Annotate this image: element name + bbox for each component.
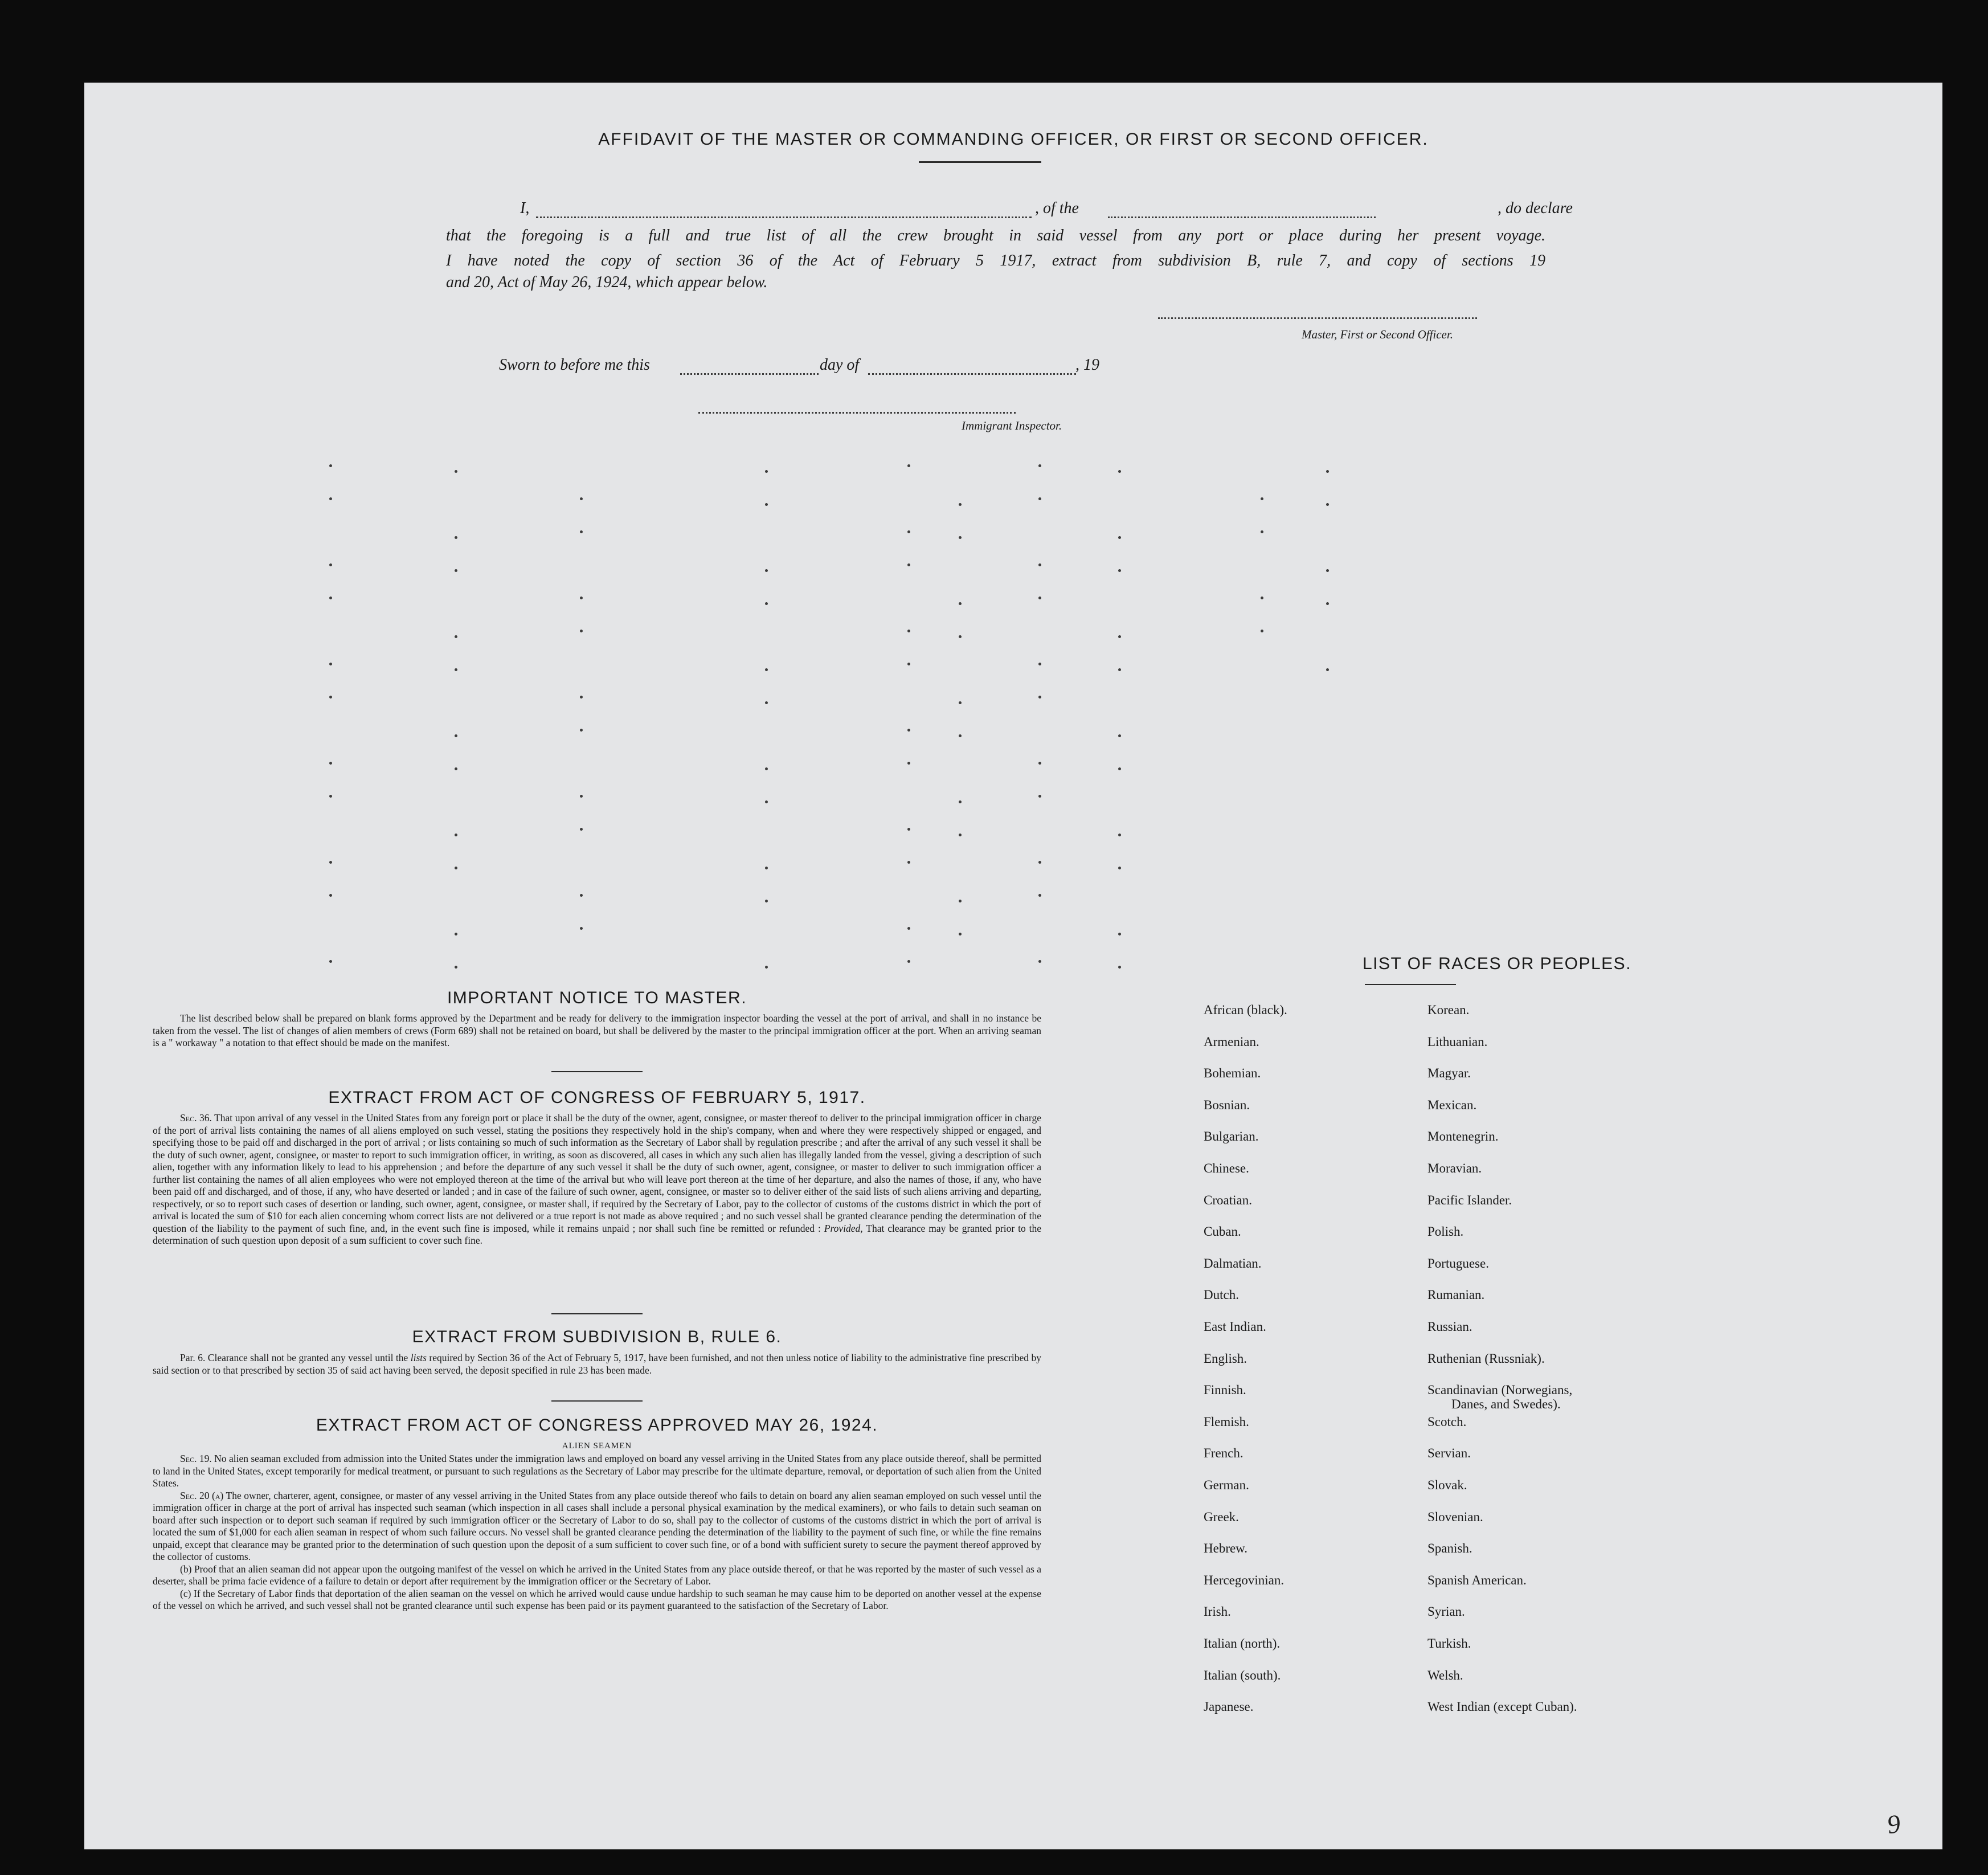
alien-seamen-subtitle: ALIEN SEAMEN xyxy=(562,1441,632,1451)
act-1924-body xyxy=(153,1453,1041,1612)
ledger-dot xyxy=(580,696,583,698)
sec-20a-text: The owner, charterer, agent, consignee, or master of any vessel arriving in the United States from any place outside thereof who fails to detain on board any alien seaman employed on such vessel until the immigration officer in charge at the port of arrival has inspected such seaman (which inspection in all cases shall include a personal physical examination by the medical examiners), or who fails to detain such seaman on board after such inspection or to deport such seaman if required by such immigration officer or the Secretary of Labor to do so, shall pay to the collector of customs of the customs district in which the port of arrival is located the sum of $1,000 for each alien seaman in respect of whom such failure occurs. No vessel shall be granted clearance pending the determination of the liability to the payment of such fine, or while the fine remains unpaid, except that clearance may be granted prior to the determination of such question upon the deposit of a sum sufficient to cover such fine, or of a bond with sufficient surety to secure the payment thereof approved by the collector of customs. xyxy=(153,1489,1042,1562)
race-item: Korean. xyxy=(1427,1003,1470,1017)
ledger-dot xyxy=(959,900,962,902)
sec-20b-label: (b) xyxy=(180,1563,192,1575)
race-item: Croatian. xyxy=(1204,1192,1252,1207)
race-item: Lithuanian. xyxy=(1427,1034,1488,1049)
ledger-dot xyxy=(959,734,962,737)
race-item: East Indian. xyxy=(1204,1320,1266,1334)
divider-rule xyxy=(551,1400,643,1402)
ledger-dot xyxy=(580,497,583,500)
ledger-dot xyxy=(1038,795,1041,798)
sec-19-label: Sec. 19. xyxy=(180,1453,212,1464)
race-item: Finnish. xyxy=(1204,1383,1246,1398)
race-item: Bosnian. xyxy=(1204,1097,1250,1112)
ledger-dot xyxy=(1326,569,1329,572)
ledger-dot xyxy=(329,696,332,698)
ledger-dot xyxy=(1326,503,1329,506)
rule-6-text-b: required by Section 36 of the Act of February 5, 1917, have been furnished, and not then unless notice of liability to the administrative fine prescribed by said section or to that prescribed by section 35 of said act having been served, the deposit specified in rule 23 has been made. xyxy=(153,1352,1041,1376)
ledger-dot xyxy=(329,497,332,500)
race-item: Turkish. xyxy=(1427,1636,1471,1651)
ledger-dot xyxy=(1038,563,1041,566)
notice-body xyxy=(153,1012,1041,1049)
ledger-dot xyxy=(455,966,457,969)
ledger-dot xyxy=(580,729,583,732)
ledger-dot xyxy=(329,795,332,798)
ledger-dot xyxy=(765,767,768,770)
ledger-dot xyxy=(1118,668,1121,671)
race-item: Hercegovinian. xyxy=(1204,1572,1285,1587)
races-title: LIST OF RACES OR PEOPLES. xyxy=(1362,954,1632,973)
rule-6-title: EXTRACT FROM SUBDIVISION B, RULE 6. xyxy=(412,1327,782,1346)
sec-36-text: That upon arrival of any vessel in the United States from any foreign port or place it shall be the duty of the owner, agent, consignee, or master thereof to deliver to the principal immigration officer in charge of the port of arrival lists containing the names of all aliens employed on such vessel, stating the positions they respectively hold in the ship's company, when and where they were respectively shipped or engaged, and specifying those to be paid off and discharged in the port of arrival ; or lists containing so much of such information as the Secretary of Labor shall by regulation prescribe ; and after the arrival of any such vessel it shall be the duty of such owner, agent, consignee, or master to report to such immigration officer, in writing, as soon as discovered, all cases in which any such alien has illegally landed from the vessel, giving a description of such alien, together with any information likely to lead to his apprehension ; and before the departure of any such vessel it shall be the duty of such owner, agent, consignee, or master to deliver to such immigration officer a further list containing the names of all alien employees who were not employed thereon at the time of the arrival but who will leave port thereon at the time of her departure, and also the names of those, if any, who have been paid off and discharged, and of those, if any, who have deserted or landed ; and in case of the failure of such owner, agent, consignee, or master so to deliver either of the said lists of such aliens arriving and departing, respectively, or so to report such cases of desertion or landing, such owner, agent, consignee, or master shall, if required by the Secretary of Labor, pay to the collector of customs of the customs district in which the port of arrival is located the sum of $10 for each alien concerning whom correct lists are not delivered or a true report is not made as above required ; and no such vessel shall be granted clearance pending the determination of the question of the liability to the payment of such fine, and, in the event such fine is imposed, while it remains unpaid ; nor shall such fine be remitted or refunded : xyxy=(153,1112,1041,1234)
race-item: Scotch. xyxy=(1427,1414,1467,1429)
ledger-dot xyxy=(1038,464,1041,467)
ledger-dot xyxy=(1038,960,1041,963)
ledger-dot xyxy=(907,630,910,632)
ledger-dot xyxy=(907,464,910,467)
race-item: Russian. xyxy=(1427,1320,1472,1334)
ledger-dot xyxy=(1261,497,1263,500)
ledger-dot xyxy=(907,729,910,732)
race-item: French. xyxy=(1204,1446,1243,1461)
ledger-dot xyxy=(455,536,457,539)
ledger-dot xyxy=(455,668,457,671)
sworn-line xyxy=(499,356,1240,379)
inspector-label: Immigrant Inspector. xyxy=(962,419,1062,432)
race-item: Spanish American. xyxy=(1427,1572,1527,1587)
race-item: Polish. xyxy=(1427,1224,1464,1239)
ledger-dot xyxy=(455,767,457,770)
ledger-dot xyxy=(907,828,910,831)
ledger-dot xyxy=(1261,630,1263,632)
ledger-dot xyxy=(580,795,583,798)
ledger-dot xyxy=(455,867,457,869)
ledger-dot xyxy=(1326,668,1329,671)
ledger-dot xyxy=(1118,966,1121,969)
race-item: Chinese. xyxy=(1204,1161,1249,1175)
ledger-dot xyxy=(959,701,962,704)
par-6-label: Par. 6. xyxy=(180,1352,206,1363)
ledger-dot xyxy=(1118,867,1121,869)
ledger-dot xyxy=(1038,597,1041,599)
proviso-text: That clearance may be granted prior to the determination of such question upon deposit of a sum sufficient to cover such fine. xyxy=(153,1222,1042,1246)
ledger-dot xyxy=(959,602,962,605)
ledger-dot xyxy=(580,927,583,930)
race-item: Magyar. xyxy=(1427,1066,1471,1081)
sec-20c-text: If the Secretary of Labor finds that deportation of the alien seaman on the vessel on which he arrived would cause undue hardship to such seaman he may cause him to be deported on another vessel at the expense of the vessel on which he arrived, and such vessel shall not be granted clearance until such expense has been paid or its payment guaranteed to the satisfaction of the Secretary of Labor. xyxy=(153,1587,1042,1611)
race-item: Bohemian. xyxy=(1204,1066,1261,1081)
ledger-dot xyxy=(1038,663,1041,665)
ledger-dot xyxy=(1326,602,1329,605)
ledger-dot xyxy=(765,800,768,803)
ledger-dot xyxy=(580,597,583,599)
ledger-dot xyxy=(959,800,962,803)
ledger-dot xyxy=(329,663,332,665)
ledger-dot xyxy=(907,530,910,533)
ledger-dot xyxy=(765,503,768,506)
race-item: Servian. xyxy=(1427,1446,1471,1461)
race-item: Portuguese. xyxy=(1427,1256,1489,1271)
ledger-dot xyxy=(907,762,910,765)
race-item: Dalmatian. xyxy=(1204,1256,1262,1271)
declaration-line-3: I have noted the copy of section 36 of the Act of February 5 1917, extract from subdivision B, rule 7, and copy of sections 19 xyxy=(446,252,1545,269)
race-item: Bulgarian. xyxy=(1204,1129,1259,1144)
sworn-day-field[interactable] xyxy=(680,373,819,375)
ledger-dot xyxy=(1118,834,1121,836)
ledger-dot xyxy=(1038,696,1041,698)
ledger-dot xyxy=(455,635,457,638)
ledger-dot xyxy=(959,635,962,638)
race-item: African (black). xyxy=(1204,1003,1287,1017)
race-item: Italian (north). xyxy=(1204,1636,1281,1651)
ledger-dot xyxy=(959,503,962,506)
ledger-dot xyxy=(765,966,768,969)
race-item: Welsh. xyxy=(1427,1668,1463,1682)
sec-19-text: No alien seaman excluded from admission into the United States under the immigration laws and employed on board any vessel arriving in the United States from any place outside thereof, shall be permitted to land in the United States, except temporarily for medical treatment, or pursuant to such regulations as the Secretary of Labor may prescribe for the ultimate departure, removal, or deportation of such alien from the United States. xyxy=(153,1453,1041,1489)
sworn-prefix: Sworn to before me this xyxy=(499,356,650,374)
ledger-dot xyxy=(455,834,457,836)
ledger-dot xyxy=(329,762,332,765)
ledger-dot xyxy=(765,668,768,671)
rule-6-text-a: Clearance shall not be granted any vessel until the xyxy=(207,1352,408,1363)
ledger-dot xyxy=(329,861,332,864)
act-1917-title: EXTRACT FROM ACT OF CONGRESS OF FEBRUARY 5, 1917. xyxy=(328,1088,866,1107)
race-item: Armenian. xyxy=(1204,1034,1259,1049)
divider-rule xyxy=(551,1313,643,1314)
sworn-month-field[interactable] xyxy=(868,373,1076,375)
ledger-dot xyxy=(907,663,910,665)
declaration-line-4: and 20, Act of May 26, 1924, which appear below. xyxy=(446,273,768,291)
declaration-line-2: that the foregoing is a full and true list of all the crew brought in said vessel from any port or place during her present voyage. xyxy=(446,227,1545,244)
ledger-dot xyxy=(580,828,583,831)
ledger-dot xyxy=(765,569,768,572)
master-signature-field[interactable] xyxy=(1158,317,1477,319)
affidavit-title: AFFIDAVIT OF THE MASTER OR COMMANDING OFFICER, OR FIRST OR SECOND OFFICER. xyxy=(598,130,1429,149)
ledger-dot xyxy=(329,597,332,599)
declarant-name-field[interactable] xyxy=(536,216,1032,218)
ledger-dot xyxy=(1118,767,1121,770)
race-item: Flemish. xyxy=(1204,1414,1249,1429)
ledger-dot xyxy=(765,867,768,869)
ledger-dot xyxy=(907,960,910,963)
inspector-signature-field[interactable] xyxy=(698,412,1016,414)
race-item: Ruthenian (Russniak). xyxy=(1427,1351,1545,1366)
ledger-dot xyxy=(329,464,332,467)
ledger-dot xyxy=(1038,497,1041,500)
ledger-dot xyxy=(580,630,583,632)
race-item: Cuban. xyxy=(1204,1224,1241,1239)
handwritten-page-number: 9 xyxy=(1885,1808,1903,1840)
race-item: Spanish. xyxy=(1427,1541,1472,1556)
ledger-dot xyxy=(959,536,962,539)
ledger-dot xyxy=(959,933,962,936)
race-item: Japanese. xyxy=(1204,1700,1254,1714)
ledger-dot xyxy=(1038,861,1041,864)
ledger-dot xyxy=(1326,470,1329,473)
race-item: English. xyxy=(1204,1351,1247,1366)
race-item: Syrian. xyxy=(1427,1604,1465,1619)
race-item: Pacific Islander. xyxy=(1427,1192,1512,1207)
ledger-dot xyxy=(329,563,332,566)
sworn-year-label: , 19 xyxy=(1075,356,1099,374)
sec-20a-label: Sec. 20 (a) xyxy=(180,1489,224,1501)
ledger-dot xyxy=(907,927,910,930)
ledger-dot xyxy=(907,563,910,566)
sec-20c-label: (c) xyxy=(180,1587,191,1599)
ledger-dot xyxy=(765,602,768,605)
race-item: Montenegrin. xyxy=(1427,1129,1499,1144)
race-item: Mexican. xyxy=(1427,1097,1477,1112)
ledger-dot xyxy=(329,960,332,963)
race-item: Hebrew. xyxy=(1204,1541,1248,1556)
master-signature-label: Master, First or Second Officer. xyxy=(1302,328,1453,341)
ledger-dot xyxy=(455,470,457,473)
ledger-dot xyxy=(580,530,583,533)
divider-rule xyxy=(551,1071,643,1072)
act-1924-title: EXTRACT FROM ACT OF CONGRESS APPROVED MAY 26, 1924. xyxy=(316,1416,878,1435)
lists-word: lists xyxy=(410,1352,427,1363)
vessel-name-field[interactable] xyxy=(1108,216,1376,218)
sec-36-label: Sec. 36. xyxy=(180,1112,212,1124)
ledger-dot xyxy=(455,569,457,572)
ledger-dot xyxy=(1038,762,1041,765)
ledger-dot xyxy=(1118,933,1121,936)
ledger-dot xyxy=(959,834,962,836)
ledger-dot xyxy=(765,900,768,902)
ledger-dot xyxy=(1261,530,1263,533)
ledger-dot xyxy=(1118,470,1121,473)
race-item: Rumanian. xyxy=(1427,1288,1485,1302)
notice-text: The list described below shall be prepared on blank forms approved by the Department and be ready for delivery to the immigration inspector boarding the vessel at the port of arrival, and shall in no instance be taken from the vessel. The list of changes of alien members of crews (Form 689) shall not be retained on board, but shall be delivered by the master to the principal immigration officer at the port. When an arriving seaman is a " workaway " a notation to that effect should be made on the manifest. xyxy=(153,1012,1041,1048)
ledger-dot xyxy=(765,701,768,704)
ledger-dot xyxy=(1261,597,1263,599)
race-item: Dutch. xyxy=(1204,1288,1239,1302)
ledger-dot xyxy=(455,734,457,737)
ledger-dot xyxy=(455,933,457,936)
race-item: Slovak. xyxy=(1427,1478,1467,1492)
race-item: Italian (south). xyxy=(1204,1668,1281,1682)
ledger-dot xyxy=(1118,536,1121,539)
ledger-dot xyxy=(1118,569,1121,572)
title-rule xyxy=(919,161,1041,163)
sec-20b-text: Proof that an alien seaman did not appear upon the outgoing manifest of the vessel on which he arrived in the United States from any place outside thereof, or that he was reported by the master of such vessel as a deserter, shall be prima facie evidence of a failure to detain or deport after requirement by the immigration officer or the Secretary of Labor. xyxy=(153,1563,1042,1587)
ledger-dot xyxy=(329,894,332,897)
race-item: Scandinavian (Norwegians, xyxy=(1427,1383,1573,1398)
document-page xyxy=(84,83,1942,1849)
ledger-dot xyxy=(1038,894,1041,897)
race-item: Irish. xyxy=(1204,1604,1231,1619)
ledger-dot xyxy=(765,470,768,473)
ledger-dot xyxy=(1118,635,1121,638)
ledger-dot xyxy=(907,861,910,864)
notice-title: IMPORTANT NOTICE TO MASTER. xyxy=(447,988,747,1007)
race-item: German. xyxy=(1204,1478,1249,1492)
proviso-label: Provided, xyxy=(824,1222,863,1234)
ledger-dot xyxy=(580,894,583,897)
race-item: Danes, and Swedes). xyxy=(1451,1396,1561,1411)
sworn-day-label: day of xyxy=(820,356,860,374)
rule-6-body xyxy=(153,1352,1041,1376)
ledger-dot xyxy=(1118,734,1121,737)
race-item: Greek. xyxy=(1204,1509,1239,1524)
of-the-label: , of the xyxy=(1035,199,1079,217)
race-item: West Indian (except Cuban). xyxy=(1427,1700,1577,1714)
declarant-prefix: I, xyxy=(520,199,530,217)
act-1917-body xyxy=(153,1112,1041,1247)
race-item: Slovenian. xyxy=(1427,1509,1483,1524)
races-title-rule xyxy=(1365,984,1456,985)
do-declare-label: , do declare xyxy=(1498,199,1573,217)
declaration-line-1 xyxy=(520,199,1614,222)
race-item: Moravian. xyxy=(1427,1161,1482,1175)
